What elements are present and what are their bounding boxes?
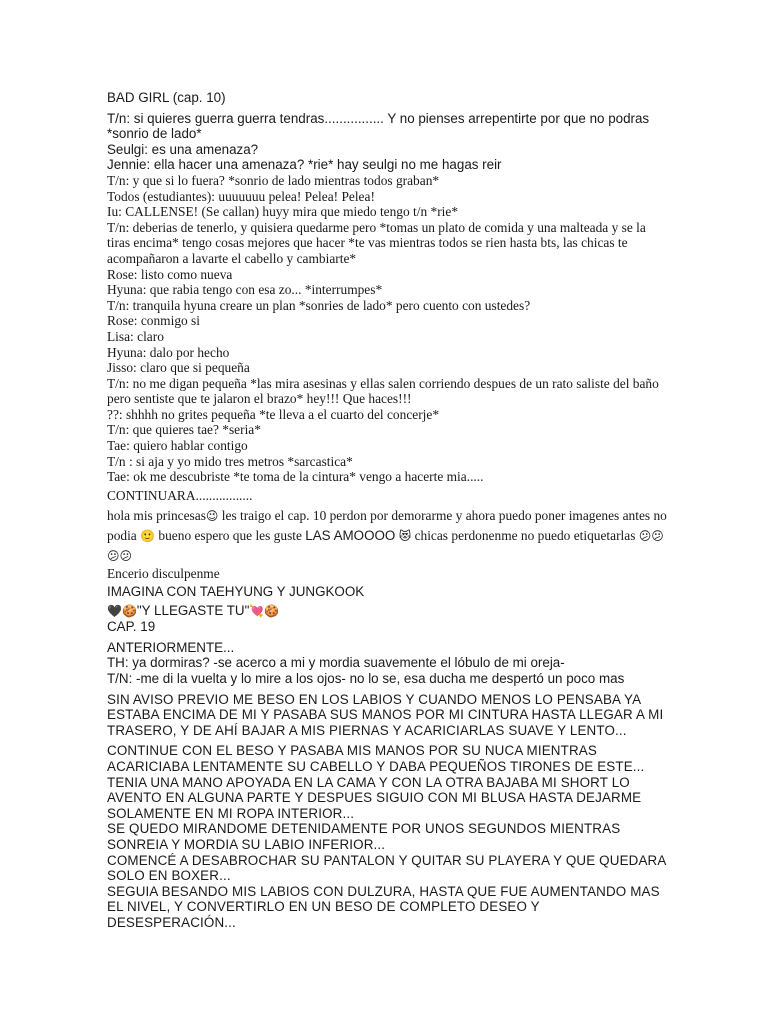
paragraph-line: T/n: no me digan pequeña *las mira asesinas y ellas salen corriendo despues de un rato saliste del baño pero sentiste que te jalaron el brazo* hey!!! Que haces!!! — [107, 375, 659, 407]
paragraph-line: T/n: y que si lo fuera? *sonrio de lado mientras todos graban* — [107, 172, 440, 188]
paragraph-line: Iu: CALLENSE! (Se callan) huyy mira que miedo tengo t/n *rie* — [107, 204, 459, 220]
chapter-title: BAD GIRL (cap. 10) — [107, 90, 226, 105]
paragraph-line: Jennie: ella hacer una amenaza? *rie* hay seulgi no me hagas reir — [107, 157, 502, 173]
author-note — [107, 506, 667, 566]
paragraph-line: T/n: tranquila hyuna creare un plan *sonries de lado* pero cuento con ustedes? — [107, 297, 531, 313]
paragraph-line: Lisa: claro — [107, 328, 164, 344]
smile-emoji-icon: 🙂 — [140, 529, 156, 544]
dialogue-line: T/N: -me di la vuelta y lo mire a los ojos- no lo se, esa ducha me despertó un poco mas — [107, 671, 625, 686]
note-text: chicas perdonenme no puedo etiquetarlas — [411, 528, 639, 544]
document-page — [107, 90, 667, 931]
heart-cookie-icon: 💘🍪 — [249, 603, 280, 618]
paragraph-line: Jisso: claro que si pequeña — [107, 360, 250, 376]
story-title — [107, 603, 667, 620]
story-paragraph: SIN AVISO PREVIO ME BESO EN LOS LABIOS Y CUANDO MENOS LO PENSABA YA ESTABA ENCIMA DE MI Y PASABA SUS MANOS POR MI CINTURA HASTA LLEGAR A MI TRASERO, Y DE AHÍ BAJAR A MIS PIERNAS Y ACARICIARLAS SUAVE Y LENTO... — [107, 691, 664, 738]
confused-emoji-icon: 😕😕😕😕 — [107, 529, 664, 564]
anteriormente-heading: ANTERIORMENTE... — [107, 639, 235, 655]
heart-cookie-icon: 🖤🍪 — [107, 603, 137, 618]
paragraph-line: T/n: deberias de tenerlo, y quisiera quedarme pero *tomas un plato de comida y una malteada y se la tiras encima* tengo cosas mejores que hacer *te vas mientras todos se rien hasta bts, las chicas te acompañaron a lavarte el cabello y cambiarte* — [107, 219, 646, 266]
paragraph-line: Hyuna: dalo por hecho — [107, 344, 230, 360]
imagina-heading: IMAGINA CON TAEHYUNG Y JUNGKOOK — [107, 584, 365, 600]
paragraph-line: ??: shhhh no grites pequeña *te lleva a el cuarto del concerje* — [107, 406, 440, 422]
story-paragraph: TENIA UNA MANO APOYADA EN LA CAMA Y CON LA OTRA BAJABA MI SHORT LO AVENTO EN ALGUNA PARTE Y DESPUES SIGUIO CON MI BLUSA HASTA DEJARME SOLAMENTE EN MI ROPA INTERIOR... — [107, 774, 642, 821]
dialogue-line: TH: ya dormiras? -se acerco a mi y mordia suavemente el lóbulo de mi oreja- — [107, 655, 565, 671]
paragraph-line: Tae: quiero hablar contigo — [107, 438, 248, 454]
note-text: les traigo el cap. 10 perdon por demorarme y ahora puedo poner imagenes antes no podia — [107, 508, 667, 544]
chapter-number: CAP. 19 — [107, 619, 156, 635]
apology-line: Encerio disculpenme — [107, 566, 220, 582]
paragraph-line: T/n: si quieres guerra guerra tendras................ Y no pienses arrepentirte por que no podras *sonrio de lado* — [107, 110, 650, 142]
paragraph-line: T/n: que quieres tae? *seria* — [107, 422, 261, 438]
story-paragraph: SEGUIA BESANDO MIS LABIOS CON DULZURA, HASTA QUE FUE AUMENTANDO MAS EL NIVEL, Y CONVERTIRLO EN UN BESO DE COMPLETO DESEO Y DESESPERACIÓN... — [107, 883, 660, 930]
cat-emoji-icon: 😻 — [398, 529, 412, 544]
continuara-text: CONTINUARA................. — [107, 487, 253, 503]
story-title-text: "Y LLEGASTE TU" — [136, 602, 250, 618]
note-text: hola mis princesas — [107, 508, 206, 524]
note-shout: LAS AMOOOO — [305, 528, 396, 544]
story-paragraph: CONTINUE CON EL BESO Y PASABA MIS MANOS POR SU NUCA MIENTRAS ACARICIABA LENTAMENTE SU CABELLO Y DABA PEQUEÑOS TIRONES DE ESTE... — [107, 743, 645, 774]
note-text: bueno espero que les guste — [155, 528, 306, 544]
story-paragraph: COMENCÉ A DESABROCHAR SU PANTALON Y QUITAR SU PLAYERA Y QUE QUEDARA SOLO EN BOXER... — [107, 852, 666, 884]
paragraph-line: Seulgi: es una amenaza? — [107, 141, 259, 157]
paragraph-line: Tae: ok me descubriste *te toma de la cintura* vengo a hacerte mia..... — [107, 469, 484, 485]
paragraph-line: Rose: conmigo si — [107, 313, 200, 329]
wink-emoji-icon: 😉 — [205, 509, 219, 524]
story-paragraph: SE QUEDO MIRANDOME DETENIDAMENTE POR UNOS SEGUNDOS MIENTRAS SONREIA Y MORDIA SU LABIO INFERIOR... — [107, 821, 621, 852]
paragraph-line: Hyuna: que rabia tengo con esa zo... *interrumpes* — [107, 282, 383, 298]
paragraph-line: Todos (estudiantes): uuuuuuu pelea! Pelea! Pelea! — [107, 188, 375, 204]
paragraph-line: Rose: listo como nueva — [107, 266, 233, 282]
paragraph-line: T/n : si aja y yo mido tres metros *sarcastica* — [107, 453, 353, 469]
